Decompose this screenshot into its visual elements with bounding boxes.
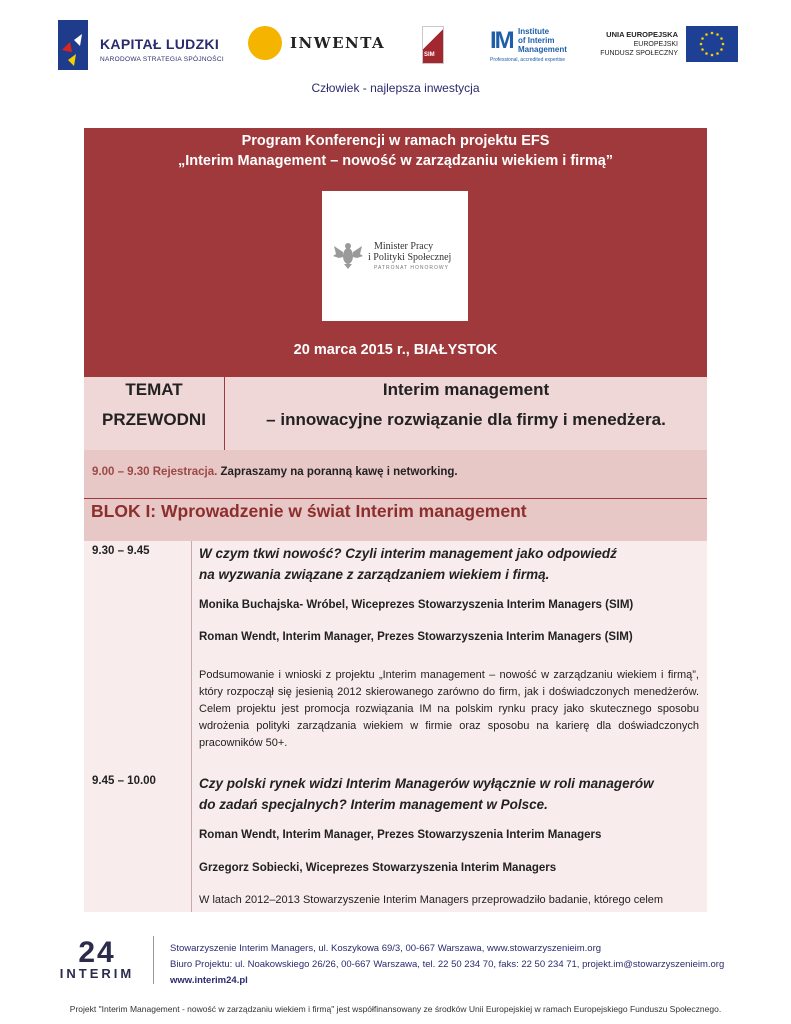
eu-flag-icon [686,26,738,62]
kapital-ludzki-title: KAPITAŁ LUDZKI [100,36,220,52]
footer-divider [153,936,154,984]
footer-association-address: Stowarzyszenie Interim Managers, ul. Koszykowa 69/3, 00-667 Warszawa, www.stowarzyszenieim.org [170,943,602,954]
session-title [199,773,654,815]
kapital-ludzki-subtitle: NARODOWA STRATEGIA SPÓJNOŚCI [100,56,224,63]
eu-line1: UNIA EUROPEJSKA [606,30,678,39]
session-divider [191,541,192,771]
theme-row [84,377,707,450]
session-speaker: Roman Wendt, Interim Manager, Prezes Stowarzyszenia Interim Managers [199,829,602,841]
iim-title [518,27,567,54]
eagle-emblem-icon [333,240,363,270]
patronage-subtitle: PATRONAT HONOROWY [374,265,449,271]
session-title-line2: na wyzwania związane z zarządzaniem wiekiem i firmą. [199,567,550,582]
iim-mark: IM [490,27,513,54]
session-description: W latach 2012–2013 Stowarzyszenie Interim Managers przeprowadziło badanie, którego celem [199,894,664,906]
session-speaker: Grzegorz Sobiecki, Wiceprezes Stowarzyszenia Interim Managers [199,862,557,874]
patronage-logo [322,191,468,321]
eu-line2: EUROPEJSKI [633,41,678,48]
minister-line1: Minister Pracy [374,241,434,252]
sim-emblem-icon [422,26,444,64]
eu-logo [600,26,738,64]
iim-line2: of Interim [518,36,555,45]
session-row [84,541,707,771]
theme-label-2: PRZEWODNI [102,410,206,429]
sim-logo [422,26,462,64]
program-title: Program Konferencji w ramach projektu EFS [241,133,550,149]
interim24-text: INTERIM [59,966,135,981]
footer-office-address: Biuro Projektu: ul. Noakowskiego 26/26, 00-667 Warszawa, tel. 22 50 234 70, faks: 22 50 234 71, projekt.im@stowarzyszenieim.org [170,959,725,970]
interim24-logo [52,936,142,988]
minister-line2: i Polityki Społecznej [368,252,452,263]
eu-line3: FUNDUSZ SPOŁECZNY [600,50,678,57]
block-header [84,499,707,541]
session-title-line1: W czym tkwi nowość? Czyli interim management jako odpowiedź [199,546,617,561]
footer-cofinancing-note: Projekt "Interim Management - nowość w zarządzaniu wiekiem i firmą" jest współfinansowany ze środków Unii Europejskiej w ramach Europejskiego Funduszu Społecznego. [69,1004,722,1014]
block-title: BLOK I: Wprowadzenie w świat Interim management [91,501,527,521]
project-title: „Interim Management – nowość w zarządzaniu wiekiem i firmą” [177,153,614,169]
session-speaker: Monika Buchajska- Wróbel, Wiceprezes Stowarzyszenia Interim Managers (SIM) [199,599,634,611]
theme-label-cell [84,377,225,450]
iim-subtitle: Professional, accredited expertise [490,57,566,63]
registration-note: Zapraszamy na poranną kawę i networking. [220,466,458,478]
session-time: 9.30 – 9.45 [92,545,150,557]
registration-row [84,450,707,499]
inwenta-logo [248,26,398,62]
session-description: Podsumowanie i wnioski z projektu „Interim management – nowość w zarządzaniu wiekiem i firmą”, który rozpoczął się jesienią 2012 skierowanego zarówno do firm, jak i doświadczonych menedżerów. Celem projektu jest promocja rozwiązania IM na polskim rynku pracy jako skutecznego sposobu wdrożenia polityki zarządzania wiekiem w firmie oraz sposobu na karierę dla doświadczonych pracowników 50+. [199,669,699,749]
interim24-number: 24 [78,936,116,969]
footer-website-link[interactable]: www.interim24.pl [170,975,248,986]
kapital-ludzki-logo [58,20,228,72]
iim-line3: Management [518,45,567,54]
session-title [199,543,617,585]
conference-date: 20 marca 2015 r., BIAŁYSTOK [293,342,498,358]
inwenta-text: INWENTA [290,34,386,52]
tagline: Człowiek - najlepsza inwestycja [311,81,480,95]
session-divider [191,771,192,912]
inwenta-emblem-icon [248,26,282,60]
iim-logo [490,25,580,65]
registration-time: 9.00 – 9.30 Rejestracja. [92,466,218,478]
sim-text: SIM [424,52,435,58]
minister-name [368,241,451,263]
theme-label-1: TEMAT [125,380,183,399]
conference-banner [84,128,707,377]
registration-text [92,466,458,478]
theme-value-2: – innowacyjne rozwiązanie dla firmy i menedżera. [266,410,666,429]
session-speaker: Roman Wendt, Interim Manager, Prezes Stowarzyszenia Interim Managers (SIM) [199,631,633,643]
theme-value-1: Interim management [382,380,550,399]
eu-text [600,30,678,58]
iim-line1: Institute [518,27,550,36]
session-row [84,771,707,912]
session-title-line1: Czy polski rynek widzi Interim Managerów wyłącznie w roli managerów [199,776,654,791]
session-time: 9.45 – 10.00 [92,775,156,787]
session-title-line2: do zadań specjalnych? Interim management w Polsce. [199,797,548,812]
kapital-ludzki-flag-icon [58,20,88,70]
